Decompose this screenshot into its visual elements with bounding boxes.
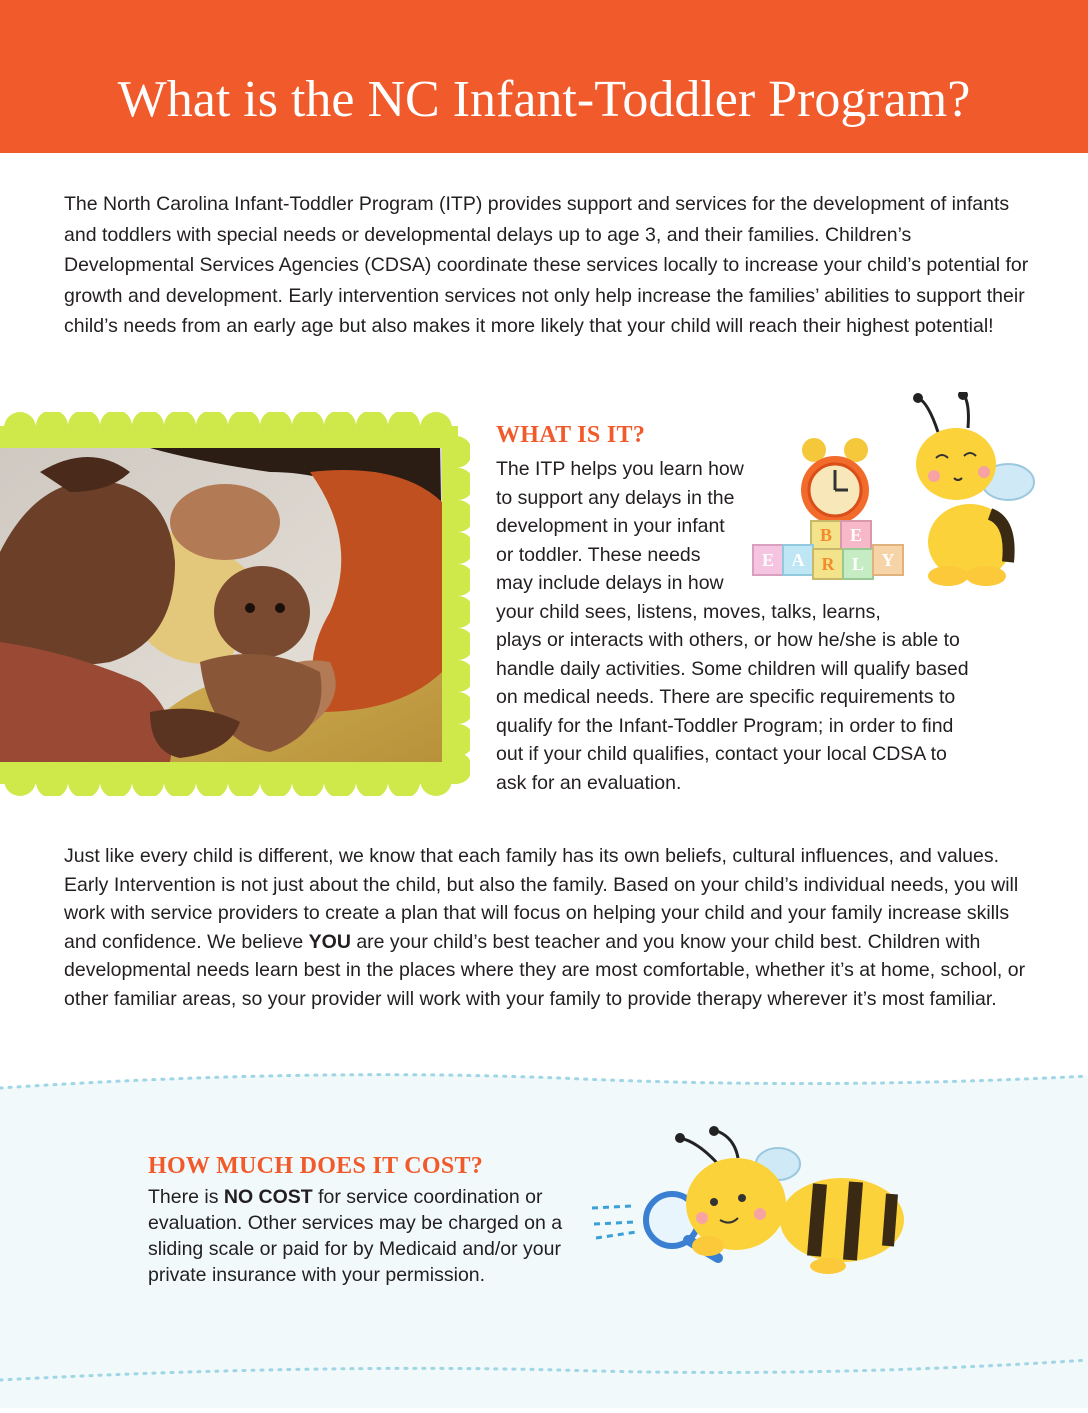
letter-blocks bbox=[748, 520, 908, 580]
what-line: on medical needs. There are specific requirements to bbox=[496, 686, 956, 708]
family-photo bbox=[0, 412, 470, 796]
block-r: R bbox=[812, 548, 844, 580]
cost-paragraph bbox=[148, 1184, 598, 1288]
cost-text-before: There is bbox=[148, 1186, 224, 1208]
what-line: out if your child qualifies, contact your local CDSA to bbox=[496, 743, 947, 765]
what-line: your child sees, listens, moves, talks, learns, bbox=[496, 601, 881, 623]
what-line: qualify for the Infant-Toddler Program; in order to find bbox=[496, 715, 954, 737]
block-e: E bbox=[752, 544, 784, 576]
what-line: ask for an evaluation. bbox=[496, 772, 682, 794]
family-paragraph bbox=[64, 842, 1034, 1013]
alarm-clock-icon bbox=[801, 438, 869, 528]
block-b: B bbox=[810, 520, 842, 550]
what-is-it-heading: WHAT IS IT? bbox=[496, 422, 646, 448]
page-title: What is the NC Infant-Toddler Program? bbox=[117, 71, 971, 128]
clock-blocks-bee-illustration bbox=[748, 392, 1038, 592]
cost-text-after: for service coordination or evaluation. Other services may be charged on a sliding scale or paid for by Medicaid and/or your private insurance with your permission. bbox=[148, 1186, 563, 1286]
block-y: Y bbox=[872, 544, 904, 576]
header-banner bbox=[0, 0, 1088, 153]
family-text-before: Just like every child is different, we know that each family has its own beliefs, cultural influences, and values. Early Intervention is not just about the child, but also the family. Based on your child’s individual needs, you will work with service providers to create a plan that will focus on helping your child and your family increase skills and confidence. We believe bbox=[64, 845, 1019, 953]
bee-magnifier-icon bbox=[588, 1124, 918, 1284]
block-a: A bbox=[782, 544, 814, 576]
what-line: to support any delays in the bbox=[496, 487, 735, 509]
what-line: may include delays in how bbox=[496, 572, 724, 594]
family-text-after: are your child’s best teacher and you know your child best. Children with developmental needs learn best in the places where they are most comfortable, whether it’s at home, school, or other familiar areas, so your provider will work with your family to provide therapy wherever it’s most familiar. bbox=[64, 930, 1026, 1010]
what-line: handle daily activities. Some children will qualify based bbox=[496, 658, 969, 680]
what-line: The ITP helps you learn how bbox=[496, 458, 744, 480]
cost-emphasis: NO COST bbox=[223, 1186, 313, 1208]
what-line: development in your infant bbox=[496, 515, 725, 537]
family-emphasis: YOU bbox=[308, 930, 351, 953]
cost-heading: HOW MUCH DOES IT COST? bbox=[148, 1153, 484, 1179]
what-line: plays or interacts with others, or how he/she is able to bbox=[496, 629, 960, 651]
block-e-top: E bbox=[840, 520, 872, 550]
what-line: or toddler. These needs bbox=[496, 544, 701, 566]
bee-icon bbox=[908, 392, 1038, 592]
intro-paragraph: The North Carolina Infant-Toddler Program (ITP) provides support and services for the development of infants and toddlers with special needs or developmental delays up to age 3, and their families. Children’s Developmental Services Agencies (CDSA) coordinate these services locally to increase your child’s potential for growth and development. Early intervention services not only help increase the families’ abilities to support their child’s needs from an early age but also makes it more likely that your child will reach their highest potential! bbox=[64, 193, 1029, 337]
block-l: L bbox=[842, 548, 874, 580]
